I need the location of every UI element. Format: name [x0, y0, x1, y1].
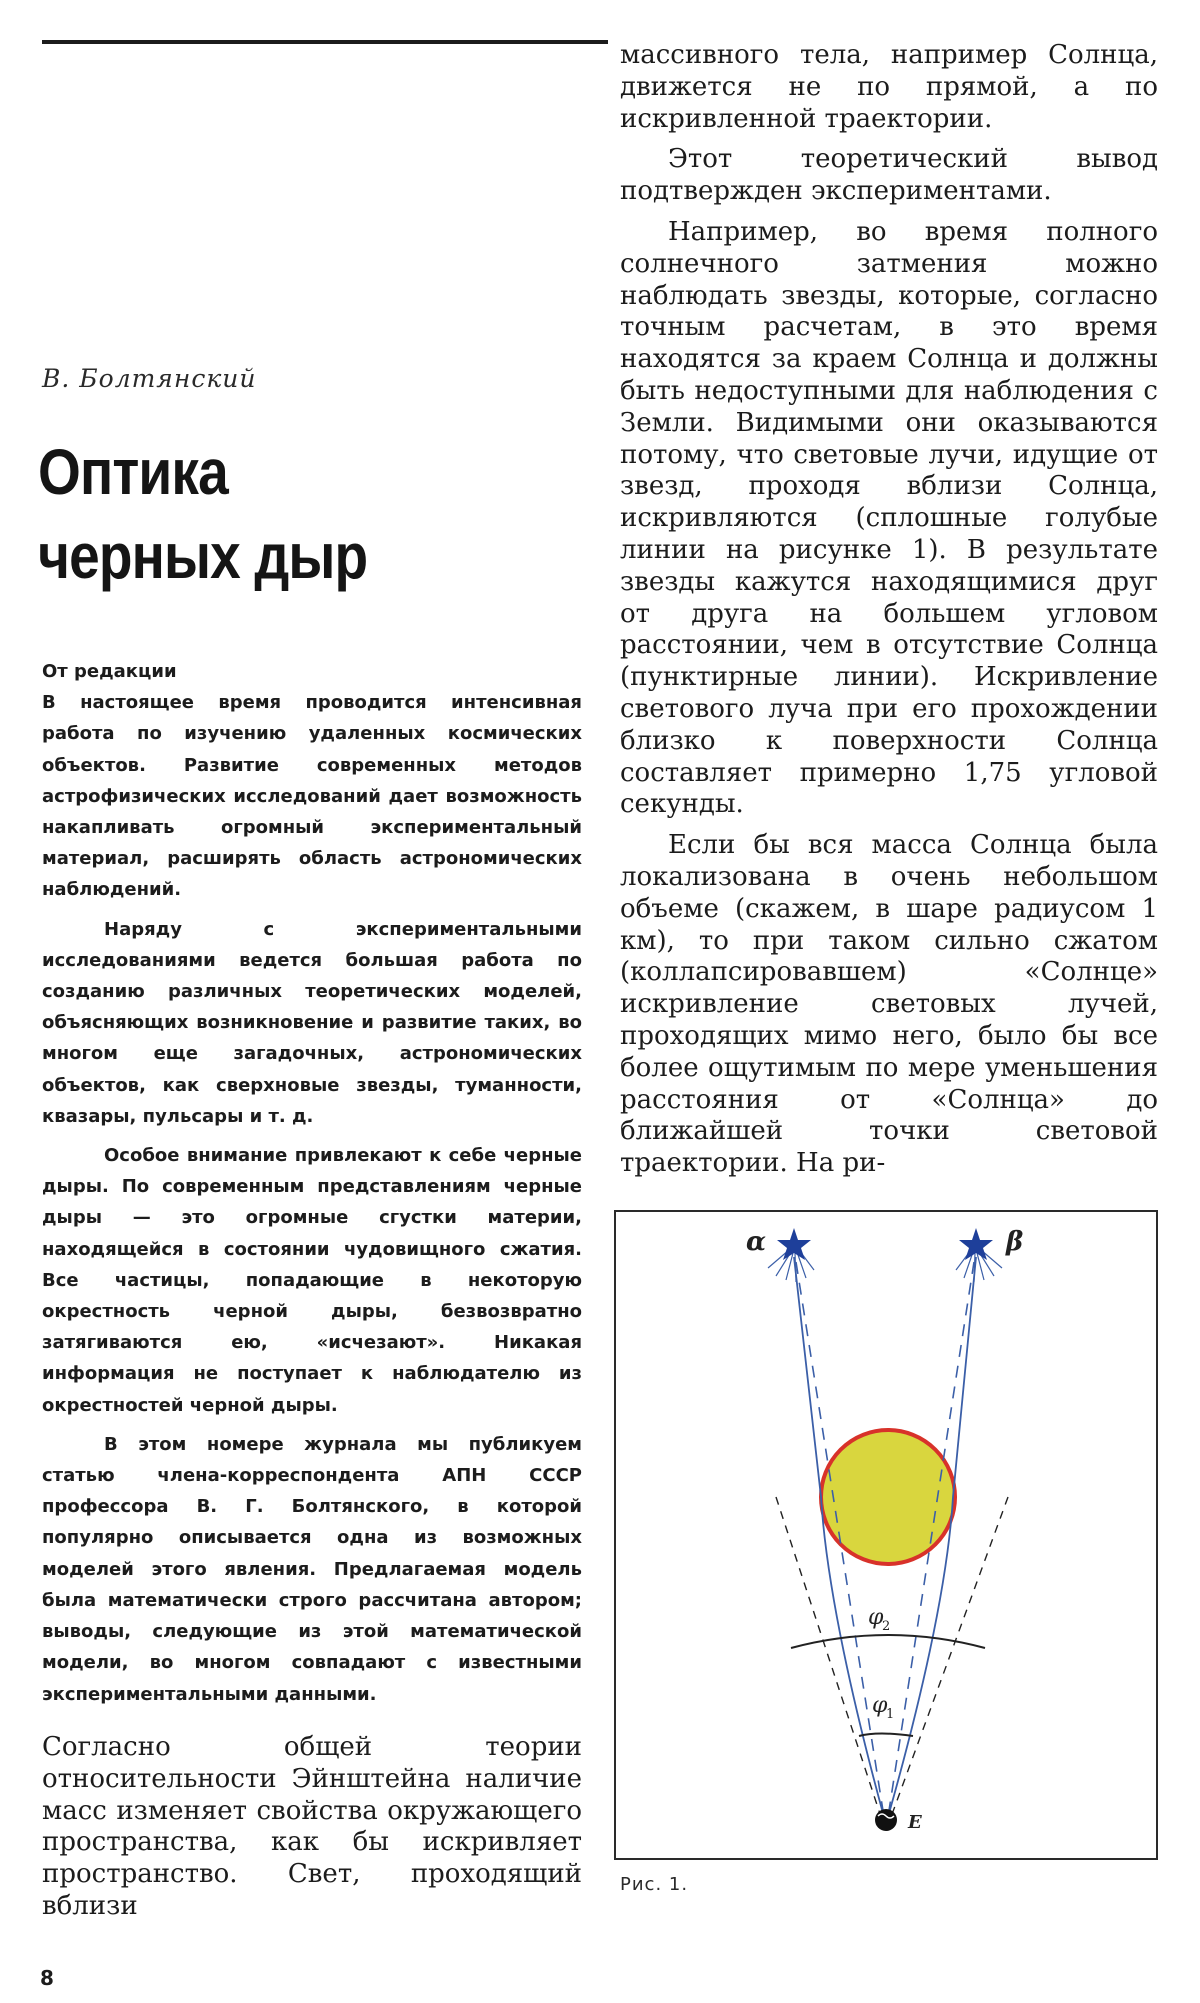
- title-line-1: Оптика: [38, 436, 228, 508]
- label-phi2: φ: [868, 1605, 884, 1630]
- body-right-paragraph-4: Если бы вся масса Солнца была локализована в очень небольшом объеме (скажем, в шаре радиусом 1 км), то при таком сильно сжатом (коллапсировавшем) «Солнце» искривление световых лучей, проходящих мимо него, было бы все более ощутимым по мере уменьшения расстояния от «Солнца» до ближайшей точки световой траектории. На ри-: [620, 830, 1158, 1179]
- body-right-paragraph-1: массивного тела, например Солнца, движется не по прямой, а по искривленной траектории.: [620, 40, 1158, 134]
- angle-arc-phi1: [859, 1734, 913, 1737]
- editorial-heading: От редакции: [42, 661, 177, 682]
- label-phi1: φ: [872, 1693, 888, 1718]
- diagram-svg: [616, 1212, 1156, 1858]
- editorial-paragraph-4: В этом номере журнала мы публикуем статью члена-корреспондента АПН СССР профессора В. Г. Болтянского, в которой популярно описывается одна из возможных моделей этого явления. Предлагаемая модель была математически строго рассчитана автором; выводы, следующие из этой математической модели, во многом совпадают с известными экспериментальными данными.: [42, 1433, 582, 1705]
- top-rule: [42, 40, 608, 44]
- editorial-paragraph-1: В настоящее время проводится интенсивная работа по изучению удаленных космических объектов. Развитие современных методов астрофизических исследований дает возможность накапливать огромный экспериментальный материал, расширять область астрономических наблюдений.: [42, 692, 582, 901]
- label-phi2-subscript: 2: [882, 1619, 891, 1634]
- angle-arc-phi2: [791, 1635, 985, 1648]
- figure-1-light-bending-diagram: [614, 1210, 1158, 1860]
- title-line-2: черных дыр: [38, 520, 368, 592]
- body-right-column: [620, 40, 1158, 1180]
- figure-caption: Рис. 1.: [620, 1874, 689, 1895]
- editorial-note: [42, 656, 582, 1710]
- label-earth: E: [908, 1812, 922, 1833]
- body-right-paragraph-2: Этот теоретический вывод подтвержден экспериментами.: [620, 144, 1158, 207]
- earth: [875, 1809, 897, 1831]
- label-beta: β: [1006, 1227, 1024, 1257]
- editorial-paragraph-2: Наряду с экспериментальными исследованиями ведется большая работа по созданию различных теоретических моделей, объясняющих возникновение и развитие таких, во многом еще загадочных, астрономических объектов, как сверхновые звезды, туманности, квазары, пульсары и т. д.: [42, 918, 582, 1127]
- author-name: В. Болтянский: [42, 364, 257, 393]
- page-number: 8: [40, 1966, 54, 1990]
- body-left-column: [42, 1732, 582, 1923]
- label-alpha: α: [746, 1227, 767, 1257]
- body-left-paragraph: Согласно общей теории относительности Эйнштейна наличие масс изменяет свойства окружающего пространства, как бы искривляет пространство. Свет, проходящий вблизи: [42, 1732, 582, 1921]
- label-phi1-subscript: 1: [886, 1707, 895, 1722]
- sun: [821, 1430, 955, 1564]
- editorial-paragraph-3: Особое внимание привлекают к себе черные дыры. По современным представлениям черные дыры — это огромные сгустки материи, находящейся в состоянии чудовищного сжатия. Все частицы, попадающие в некоторую окрестность черной дыры, безвозвратно затягиваются ею, «исчезают». Никакая информация не поступает к наблюдателю из окрестностей черной дыры.: [42, 1145, 582, 1416]
- article-title: [38, 430, 367, 598]
- body-right-paragraph-3: Например, во время полного солнечного затмения можно наблюдать звезды, которые, согласно точным расчетам, в это время находятся за краем Солнца и должны быть недоступными для наблюдения с Земли. Видимыми они оказываются потому, что световые лучи, идущие от звезд, проходя вблизи Солнца, искривляются (сплошные голубые линии на рисунке 1). В результате звезды кажутся находящимися друг от друга на большем угловом расстоянии, чем в отсутствие Солнца (пунктирные линии). Искривление светового луча при его прохождении близко к поверхности Солнца составляет примерно 1,75 угловой секунды.: [620, 216, 1158, 820]
